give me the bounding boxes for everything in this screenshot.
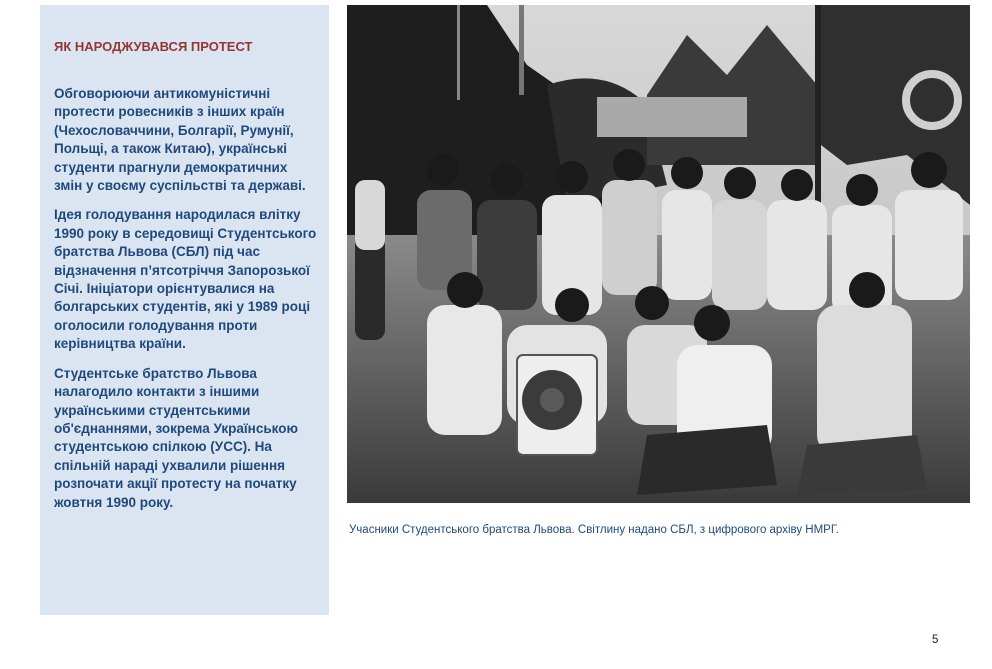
sidebar-paragraph-2: Ідея голодування народилася влітку 1990 року в середовищі Студентського братства Львова (СБЛ) під час відзначення п’ятсотріччя Запорозької Січі. Ініціатори орієнтувалися на болгарських студентів, які у 1989 році оголосили голодування проти керівництва країни. <box>54 207 317 352</box>
photo-caption: Учасники Студентського братства Львова. Світлину надано СБЛ, з цифрового архіву НМРГ. <box>349 524 839 536</box>
sidebar-title: ЯК НАРОДЖУВАВСЯ ПРОТЕСТ <box>54 39 253 54</box>
sidebar-paragraph-3: Студентське братство Львова налагодило контакти з іншими українськими студентськими об'єднаннями, зокрема Українською студентською спілкою (УСС). На спільній нараді ухвалили рішення розпочати акції протесту на початку жовтня 1990 року. <box>54 365 298 510</box>
sidebar-panel <box>40 5 329 615</box>
sidebar-paragraph-1: Обговорюючи антикомуністичні протести ровесників з інших країн (Чехословаччини, Болгарії, Румунії, Польщі, а також Китаю), українські студенти прагнули демократичних змін у своєму суспільстві та державі. <box>54 86 306 194</box>
page-number: 5 <box>932 634 939 646</box>
group-photograph <box>347 5 970 503</box>
photo-illustration <box>347 5 970 503</box>
